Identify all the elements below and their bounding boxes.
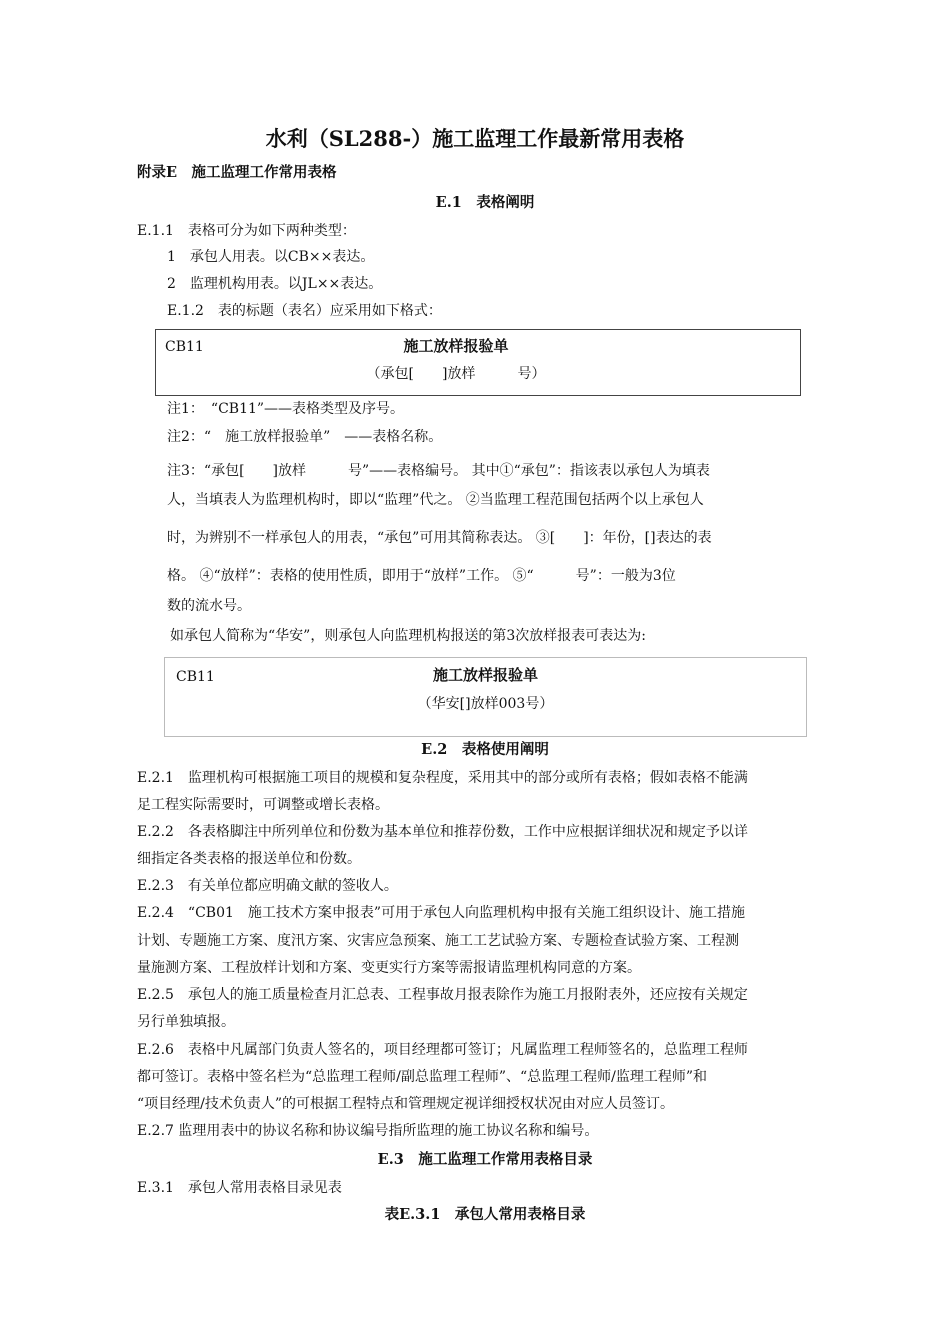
note-2: 注2：“ 施工放样报验单” ——表格名称。 (167, 429, 443, 445)
paragraph-e1-2: E.1.2 表的标题（表名）应采用如下格式： (167, 303, 442, 319)
list-item-1: 1 承包人用表。以CB××表达。 (167, 249, 375, 265)
note-3-line: 数的流水号。 (167, 598, 251, 614)
list-item-2: 2 监理机构用表。以JL××表达。 (167, 276, 383, 292)
note-1: 注1： “CB11”——表格类型及序号。 (167, 401, 405, 417)
section-e3-heading: E.3 施工监理工作常用表格目录 (377, 1151, 593, 1168)
section-e1-heading: E.1 表格阐明 (435, 194, 535, 211)
note-3-line: 格。 ④“放样”：表格的使用性质，即用于“放样”工作。 ⑤“ 号”：一般为3位 (167, 568, 676, 584)
paragraph-line: “项目经理/技术负责人”的可根据工程特点和管理规定视详细授权状况由对应人员签订。 (137, 1096, 675, 1112)
form-code: CB11 (165, 339, 204, 355)
paragraph-line: E.2.6 表格中凡属部门负责人签名的，项目经理都可签订；凡属监理工程师签名的，总监理工程师 (137, 1042, 748, 1058)
form-number: （华安[]放样003号） (417, 696, 554, 712)
form-number: （承包[ ]放样 号） (366, 366, 546, 382)
paragraph-line: E.2.7 监理用表中的协议名称和协议编号指所监理的施工协议名称和编号。 (137, 1123, 599, 1139)
paragraph-line: 另行单独填报。 (137, 1014, 235, 1030)
note-3-line: 时，为辨别不一样承包人的用表，“承包”可用其简称表达。 ③[ ]：年份，[]表达的表 (167, 530, 712, 546)
paragraph-line: 量施测方案、工程放样计划和方案、变更实行方案等需报请监理机构同意的方案。 (137, 960, 641, 976)
paragraph-line: E.2.5 承包人的施工质量检查月汇总表、工程事故月报表除作为施工月报附表外，还应按有关规定 (137, 987, 748, 1003)
paragraph-line: E.2.4 “CB01 施工技术方案申报表”可用于承包人向监理机构申报有关施工组织设计、施工措施 (137, 905, 746, 921)
paragraph-line: E.2.3 有关单位都应明确文献的签收人。 (137, 878, 398, 894)
paragraph-line: E.2.2 各表格脚注中所列单位和份数为基本单位和推荐份数，工作中应根据详细状况和规定予以详 (137, 824, 748, 840)
paragraph-e3-1: E.3.1 承包人常用表格目录见表 (137, 1180, 342, 1196)
paragraph-line: 都可签订。表格中签名栏为“总监理工程师/副总监理工程师”、“总监理工程师/监理工程师”和 (137, 1069, 708, 1085)
paragraph-line: 足工程实际需要时，可调整或增长表格。 (137, 797, 389, 813)
paragraph-line: E.2.1 监理机构可根据施工项目的规模和复杂程度，采用其中的部分或所有表格；假如表格不能满 (137, 770, 748, 786)
table-title: 表E.3.1 承包人常用表格目录 (384, 1206, 586, 1223)
form-name: 施工放样报验单 (403, 337, 509, 355)
paragraph-line: 计划、专题施工方案、度汛方案、灾害应急预案、施工工艺试验方案、专题检查试验方案、工程测 (137, 933, 739, 949)
paragraph-e1-1: E.1.1 表格可分为如下两种类型： (137, 223, 356, 239)
appendix-heading: 附录E 施工监理工作常用表格 (137, 164, 337, 181)
section-e2-heading: E.2 表格使用阐明 (421, 741, 549, 758)
form-code: CB11 (176, 669, 215, 685)
paragraph-line: 细指定各类表格的报送单位和份数。 (137, 851, 361, 867)
page-title: 水利（SL288-）施工监理工作最新常用表格 (265, 126, 685, 151)
example-format-box (155, 329, 801, 396)
note-3-line: 注3：“承包[ ]放样 号”——表格编号。 其中①“承包”：指该表以承包人为填表 (167, 463, 710, 479)
example-filled-box (164, 657, 807, 737)
example-intro: 如承包人简称为“华安”，则承包人向监理机构报送的第3次放样报表可表达为: (170, 628, 646, 644)
form-name: 施工放样报验单 (432, 666, 538, 684)
note-3-line: 人，当填表人为监理机构时，即以“监理”代之。 ②当监理工程范围包括两个以上承包人 (167, 492, 704, 508)
